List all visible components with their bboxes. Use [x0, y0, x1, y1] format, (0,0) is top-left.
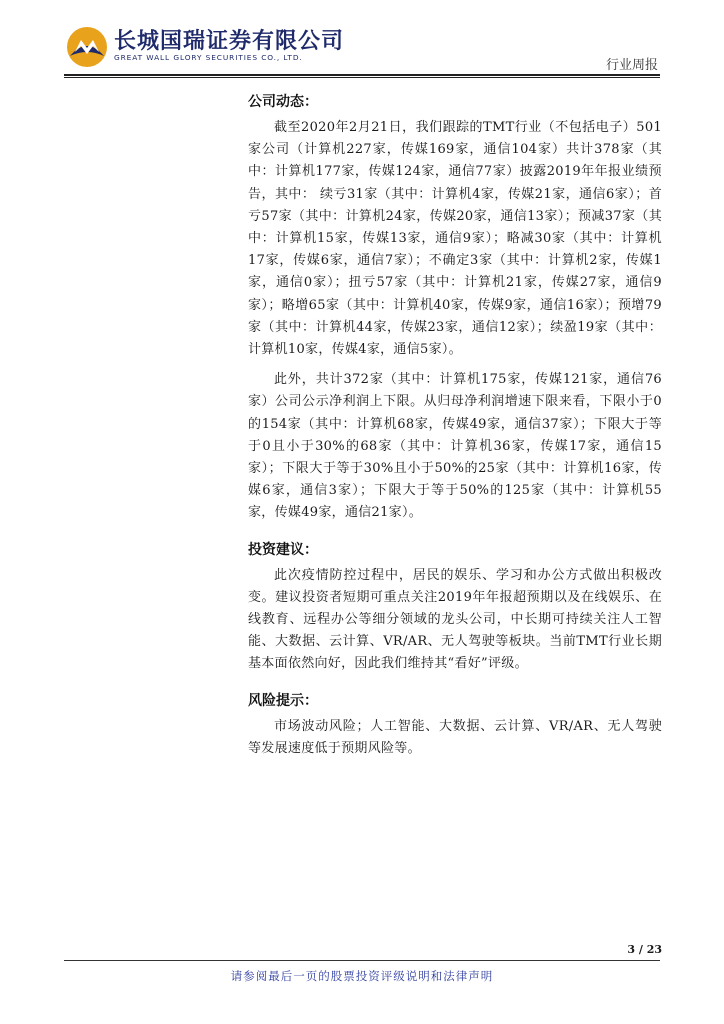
risk-paragraph: 市场波动风险；人工智能、大数据、云计算、VR/AR、无人驾驶等发展速度低于预期风险等。 [248, 718, 662, 756]
section-title-advice: 投资建议： [248, 541, 318, 558]
report-body [248, 91, 662, 768]
footer-divider [64, 960, 660, 961]
company-paragraph-2: 此外，共计372家（其中：计算机175家，传媒121家，通信76家）公司公示净利润上下限。从归母净利润增速下限来看，下限小于0的154家（其中：计算机68家，传媒49家，通信37家）；下限大于等于0且小于30%的68家（其中：计算机36家，传媒17家，通信15家）；下限大于等于30%且小于50%的25家（其中：计算机16家，传媒6家，通信3家）；下限大于等于50%的125家（其中：计算机55家，传媒49家，通信21家）。 [248, 372, 662, 521]
page-number: 3 / 23 [627, 943, 662, 956]
document-type-label: 行业周报 [605, 58, 658, 73]
company-name-en: GREAT WALL GLORY SECURITIES CO., LTD. [114, 53, 303, 62]
section-title-company: 公司动态： [248, 94, 318, 110]
company-name-cn: 长城国瑞证券有限公司 [114, 29, 345, 54]
footer-disclaimer: 请参阅最后一页的股票投资评级说明和法律声明 [230, 969, 494, 983]
advice-paragraph: 此次疫情防控过程中，居民的娱乐、学习和办公方式做出积极改变。建议投资者短期可重点关注2019年年报超预期以及在线娱乐、在线教育、远程办公等细分领域的龙头公司，中长期可持续关注人工智能、大数据、云计算、VR/AR、无人驾驶等板块。当前TMT行业长期基本面依然向好，因此我们维持其“看好”评级。 [248, 567, 662, 672]
page-header [0, 0, 724, 80]
header-divider [64, 74, 660, 76]
section-title-risk: 风险提示： [248, 692, 318, 709]
company-paragraph-1: 截至2020年2月21日，我们跟踪的TMT行业（不包括电子）501家公司（计算机227家，传媒169家，通信104家）共计378家（其中：计算机177家，传媒124家，通信77家）披露2019年年报业绩预告，其中： 续亏31家（其中：计算机4家，传媒21家，通信6家）；首亏57家（其中：计算机24家，传媒20家，通信13家）；预减37家（其中：计算机15家，传媒13家，通信9家）；略减30家（其中：计算机17家，传媒6家，通信7家）；不确定3家（其中：计算机2家，传媒1家，通信0家）；扭亏57家（其中：计算机21家，传媒27家，通信9家）；略增65家（其中：计算机40家，传媒9家，通信16家）；预增79家（其中：计算机44家，传媒23家，通信12家）；续盈19家（其中：计算机10家，传媒4家，通信5家）。 [248, 120, 662, 358]
header-divider-thin [64, 77, 660, 78]
company-logo-icon [66, 26, 108, 68]
